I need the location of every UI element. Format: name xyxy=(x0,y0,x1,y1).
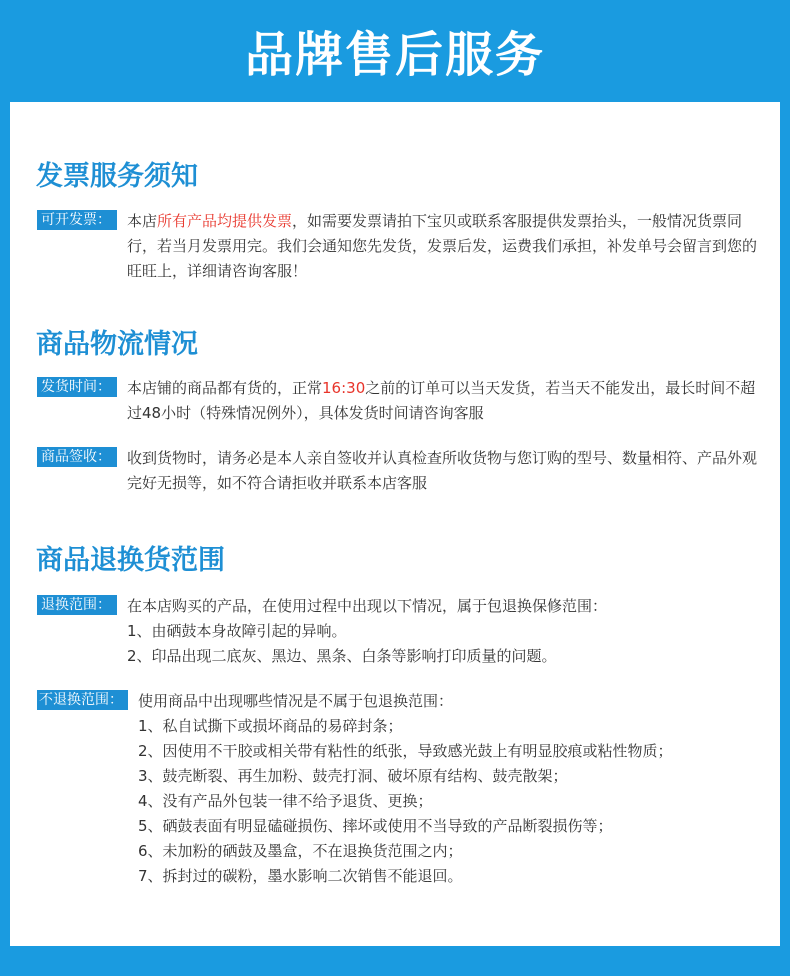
receipt-tag: 商品签收： xyxy=(37,447,117,467)
invoice-text-after: ，如需要发票请拍下宝贝或联系客服提供发票抬头，一般情况货票同行，若当月发票用完。我们会通知您先发货，发票后发，运费我们承担，补发单号会留言到您的旺旺上，详细请咨询客服！ xyxy=(127,212,758,280)
return-scope-list xyxy=(127,619,767,669)
no-return-scope-tag: 不退换范围： xyxy=(37,690,128,710)
invoice-text-before: 本店 xyxy=(127,212,158,230)
shipping-time-text-before: 本店铺的商品都有货的，正常 xyxy=(127,379,323,397)
no-return-scope-intro: 使用商品中出现哪些情况是不属于包退换范围： xyxy=(138,692,454,710)
invoice-text xyxy=(117,209,767,284)
shipping-time-item xyxy=(37,376,767,426)
shipping-time-highlight: 16:30 xyxy=(322,379,366,397)
shipping-time-text xyxy=(117,376,767,426)
no-return-scope-list xyxy=(138,714,767,889)
section-title-returns: 商品退换货范围 xyxy=(36,545,225,576)
list-item: 1、由硒鼓本身故障引起的异响。 xyxy=(127,622,347,640)
list-item: 2、印品出现二底灰、黑边、黑条、白条等影响打印质量的问题。 xyxy=(127,647,557,665)
no-return-scope-body xyxy=(128,689,767,889)
page-title: 品牌售后服务 xyxy=(244,26,545,83)
return-scope-body xyxy=(117,594,767,669)
invoice-item xyxy=(37,209,767,284)
return-scope-tag: 退换范围： xyxy=(37,595,117,615)
shipping-time-tag: 发货时间： xyxy=(37,377,117,397)
shipping-time-text-after: 之前的订单可以当天发货，若当天不能发出，最长时间不超过48小时（特殊情况例外），具体发货时间请咨询客服 xyxy=(127,379,756,422)
header-banner xyxy=(0,0,790,100)
list-item: 6、未加粉的硒鼓及墨盒，不在退换货范围之内； xyxy=(138,842,463,860)
receipt-item xyxy=(37,446,767,496)
return-scope-intro: 在本店购买的产品，在使用过程中出现以下情况，属于包退换保修范围： xyxy=(127,597,608,615)
invoice-tag: 可开发票： xyxy=(37,210,117,230)
list-item: 5、硒鼓表面有明显磕碰损伤、摔坏或使用不当导致的产品断裂损伤等； xyxy=(138,817,613,835)
list-item: 7、拆封过的碳粉，墨水影响二次销售不能退回。 xyxy=(138,867,463,885)
content-panel xyxy=(10,102,780,946)
invoice-text-highlight: 所有产品均提供发票 xyxy=(157,212,293,230)
list-item: 4、没有产品外包装一律不给予退货、更换； xyxy=(138,792,433,810)
list-item: 3、鼓壳断裂、再生加粉、鼓壳打洞、破坏原有结构、鼓壳散架； xyxy=(138,767,568,785)
list-item: 2、因使用不干胶或相关带有粘性的纸张，导致感光鼓上有明显胶痕或粘性物质； xyxy=(138,742,673,760)
return-scope-item xyxy=(37,594,767,669)
no-return-scope-item xyxy=(37,689,767,889)
list-item: 1、私自试撕下或损坏商品的易碎封条； xyxy=(138,717,403,735)
section-title-logistics: 商品物流情况 xyxy=(36,329,198,360)
receipt-text: 收到货物时，请务必是本人亲自签收并认真检查所收货物与您订购的型号、数量相符、产品外观完好无损等，如不符合请拒收并联系本店客服 xyxy=(127,449,758,492)
section-title-invoice: 发票服务须知 xyxy=(36,161,198,192)
